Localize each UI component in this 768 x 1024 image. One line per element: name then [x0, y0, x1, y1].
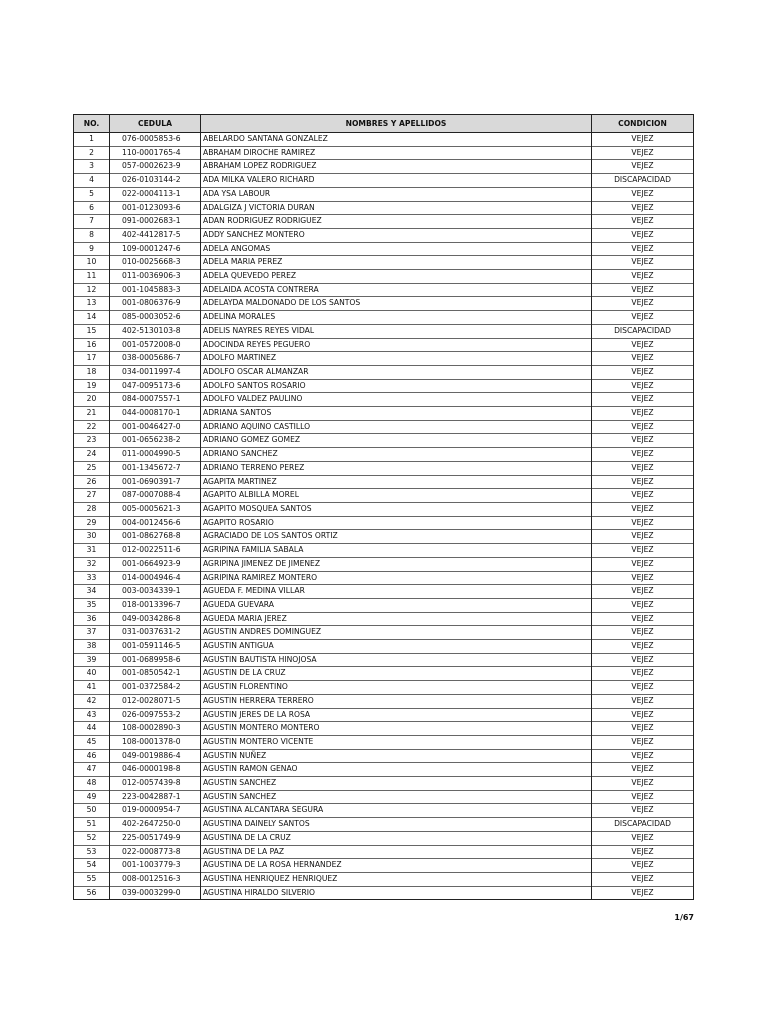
row-condicion: VEJEZ [592, 845, 694, 859]
row-number: 25 [74, 461, 110, 475]
row-name: AGRACIADO DE LOS SANTOS ORTIZ [201, 530, 592, 544]
row-cedula: 108-0001378-0 [110, 735, 201, 749]
row-name: AGAPITO ALBILLA MOREL [201, 489, 592, 503]
row-cedula: 046-0000198-8 [110, 763, 201, 777]
table-row [74, 228, 694, 242]
row-name: AGUSTIN DE LA CRUZ [201, 667, 592, 681]
table-row [74, 694, 694, 708]
row-cedula: 057-0002623-9 [110, 160, 201, 174]
row-cedula: 049-0034286-8 [110, 612, 201, 626]
row-cedula: 001-0046427-0 [110, 420, 201, 434]
row-condicion: VEJEZ [592, 133, 694, 147]
table-row [74, 201, 694, 215]
table-row [74, 256, 694, 270]
row-name: AGUSTIN MONTERO VICENTE [201, 735, 592, 749]
row-cedula: 001-0689958-6 [110, 653, 201, 667]
row-name: AGUSTIN ANDRES DOMINGUEZ [201, 626, 592, 640]
row-number: 26 [74, 475, 110, 489]
row-number: 48 [74, 777, 110, 791]
table-row [74, 174, 694, 188]
table-body [74, 133, 694, 900]
table-row [74, 777, 694, 791]
row-cedula: 039-0003299-0 [110, 886, 201, 900]
row-condicion: VEJEZ [592, 434, 694, 448]
row-condicion: VEJEZ [592, 749, 694, 763]
row-name: ADOLFO OSCAR ALMANZAR [201, 365, 592, 379]
row-number: 20 [74, 393, 110, 407]
row-condicion: VEJEZ [592, 283, 694, 297]
table-header-row [74, 115, 694, 133]
row-cedula: 018-0013396-7 [110, 598, 201, 612]
table-row [74, 283, 694, 297]
row-condicion: VEJEZ [592, 722, 694, 736]
row-number: 52 [74, 831, 110, 845]
row-condicion: VEJEZ [592, 311, 694, 325]
table-row [74, 434, 694, 448]
row-cedula: 047-0095173-6 [110, 379, 201, 393]
row-condicion: VEJEZ [592, 859, 694, 873]
row-number: 44 [74, 722, 110, 736]
row-number: 37 [74, 626, 110, 640]
row-cedula: 001-0572008-0 [110, 338, 201, 352]
row-number: 4 [74, 174, 110, 188]
table-row [74, 790, 694, 804]
row-number: 1 [74, 133, 110, 147]
row-number: 11 [74, 270, 110, 284]
row-number: 15 [74, 324, 110, 338]
table-row [74, 571, 694, 585]
table-row [74, 311, 694, 325]
row-cedula: 087-0007088-4 [110, 489, 201, 503]
row-cedula: 012-0057439-8 [110, 777, 201, 791]
row-name: AGUSTINA DE LA ROSA HERNANDEZ [201, 859, 592, 873]
table-row [74, 324, 694, 338]
row-cedula: 003-0034339-1 [110, 585, 201, 599]
row-name: ABRAHAM DIROCHE RAMIREZ [201, 146, 592, 160]
row-number: 49 [74, 790, 110, 804]
row-condicion: VEJEZ [592, 297, 694, 311]
row-name: AGUSTINA DE LA CRUZ [201, 831, 592, 845]
row-cedula: 012-0028071-5 [110, 694, 201, 708]
row-condicion: VEJEZ [592, 270, 694, 284]
row-cedula: 010-0025668-3 [110, 256, 201, 270]
row-name: ADRIANO TERRENO PEREZ [201, 461, 592, 475]
table-row [74, 393, 694, 407]
row-name: AGUSTIN BAUTISTA HINOJOSA [201, 653, 592, 667]
row-number: 31 [74, 544, 110, 558]
row-number: 43 [74, 708, 110, 722]
row-number: 45 [74, 735, 110, 749]
row-condicion: VEJEZ [592, 571, 694, 585]
row-number: 10 [74, 256, 110, 270]
row-condicion: VEJEZ [592, 420, 694, 434]
row-cedula: 223-0042887-1 [110, 790, 201, 804]
row-cedula: 001-0372584-2 [110, 681, 201, 695]
table-row [74, 626, 694, 640]
table-row [74, 215, 694, 229]
row-cedula: 001-0656238-2 [110, 434, 201, 448]
row-name: AGUSTINA DAINELY SANTOS [201, 818, 592, 832]
row-condicion: VEJEZ [592, 146, 694, 160]
row-name: ADRIANO GOMEZ GOMEZ [201, 434, 592, 448]
row-name: ADRIANA SANTOS [201, 407, 592, 421]
row-cedula: 001-1345672-7 [110, 461, 201, 475]
row-name: AGRIPINA RAMIREZ MONTERO [201, 571, 592, 585]
row-number: 2 [74, 146, 110, 160]
row-cedula: 005-0005621-3 [110, 502, 201, 516]
row-cedula: 034-0011997-4 [110, 365, 201, 379]
row-condicion: VEJEZ [592, 187, 694, 201]
row-number: 7 [74, 215, 110, 229]
row-name: ADELA MARIA PEREZ [201, 256, 592, 270]
row-cedula: 001-0862768-8 [110, 530, 201, 544]
row-name: ADRIANO SANCHEZ [201, 448, 592, 462]
row-cedula: 004-0012456-6 [110, 516, 201, 530]
table-row [74, 530, 694, 544]
table-row [74, 886, 694, 900]
row-condicion: VEJEZ [592, 694, 694, 708]
table-row [74, 804, 694, 818]
row-condicion: VEJEZ [592, 790, 694, 804]
row-condicion: VEJEZ [592, 489, 694, 503]
row-cedula: 084-0007557-1 [110, 393, 201, 407]
row-name: ABELARDO SANTANA GONZALEZ [201, 133, 592, 147]
table-row [74, 502, 694, 516]
row-name: AGUSTINA ALCANTARA SEGURA [201, 804, 592, 818]
row-number: 14 [74, 311, 110, 325]
row-number: 16 [74, 338, 110, 352]
row-name: ADELIS NAYRES REYES VIDAL [201, 324, 592, 338]
header-cedula: CEDULA [110, 115, 201, 133]
row-condicion: VEJEZ [592, 886, 694, 900]
row-number: 3 [74, 160, 110, 174]
table-row [74, 859, 694, 873]
table-row [74, 818, 694, 832]
row-condicion: VEJEZ [592, 352, 694, 366]
table-row [74, 242, 694, 256]
row-number: 22 [74, 420, 110, 434]
row-number: 41 [74, 681, 110, 695]
row-name: AGUSTIN HERRERA TERRERO [201, 694, 592, 708]
row-name: AGUEDA MARIA JEREZ [201, 612, 592, 626]
row-number: 55 [74, 872, 110, 886]
table-row [74, 667, 694, 681]
row-condicion: VEJEZ [592, 831, 694, 845]
header-no: NO. [74, 115, 110, 133]
row-condicion: VEJEZ [592, 667, 694, 681]
row-cedula: 012-0022511-6 [110, 544, 201, 558]
table-row [74, 749, 694, 763]
row-condicion: VEJEZ [592, 461, 694, 475]
row-condicion: VEJEZ [592, 365, 694, 379]
table-row [74, 763, 694, 777]
row-name: AGUSTIN MONTERO MONTERO [201, 722, 592, 736]
row-name: AGRIPINA FAMILIA SABALA [201, 544, 592, 558]
table-row [74, 407, 694, 421]
row-condicion: DISCAPACIDAD [592, 818, 694, 832]
row-cedula: 011-0036906-3 [110, 270, 201, 284]
row-condicion: VEJEZ [592, 242, 694, 256]
row-condicion: VEJEZ [592, 626, 694, 640]
table-row [74, 585, 694, 599]
row-cedula: 402-2647250-0 [110, 818, 201, 832]
row-cedula: 008-0012516-3 [110, 872, 201, 886]
row-number: 36 [74, 612, 110, 626]
row-condicion: VEJEZ [592, 735, 694, 749]
row-name: AGUSTIN FLORENTINO [201, 681, 592, 695]
row-cedula: 001-0591146-5 [110, 640, 201, 654]
row-condicion: VEJEZ [592, 215, 694, 229]
row-condicion: VEJEZ [592, 598, 694, 612]
row-condicion: DISCAPACIDAD [592, 324, 694, 338]
row-name: ADDY SANCHEZ MONTERO [201, 228, 592, 242]
row-name: ADRIANO AQUINO CASTILLO [201, 420, 592, 434]
row-condicion: VEJEZ [592, 530, 694, 544]
row-cedula: 026-0097553-2 [110, 708, 201, 722]
table-row [74, 365, 694, 379]
row-number: 33 [74, 571, 110, 585]
table-row [74, 146, 694, 160]
row-condicion: VEJEZ [592, 585, 694, 599]
row-number: 9 [74, 242, 110, 256]
row-number: 12 [74, 283, 110, 297]
row-number: 21 [74, 407, 110, 421]
row-number: 8 [74, 228, 110, 242]
row-number: 56 [74, 886, 110, 900]
row-number: 39 [74, 653, 110, 667]
row-name: AGRIPINA JIMENEZ DE JIMENEZ [201, 557, 592, 571]
table-row [74, 448, 694, 462]
table-row [74, 187, 694, 201]
row-name: ADOLFO VALDEZ PAULINO [201, 393, 592, 407]
row-name: ADELAYDA MALDONADO DE LOS SANTOS [201, 297, 592, 311]
row-cedula: 022-0008773-8 [110, 845, 201, 859]
header-condicion: CONDICION [592, 115, 694, 133]
table-row [74, 516, 694, 530]
table-row [74, 598, 694, 612]
row-cedula: 076-0005853-6 [110, 133, 201, 147]
row-cedula: 044-0008170-1 [110, 407, 201, 421]
row-cedula: 014-0004946-4 [110, 571, 201, 585]
row-name: ADELA QUEVEDO PEREZ [201, 270, 592, 284]
row-number: 29 [74, 516, 110, 530]
row-number: 34 [74, 585, 110, 599]
row-cedula: 001-0664923-9 [110, 557, 201, 571]
row-cedula: 108-0002890-3 [110, 722, 201, 736]
row-condicion: VEJEZ [592, 872, 694, 886]
row-number: 42 [74, 694, 110, 708]
row-number: 19 [74, 379, 110, 393]
row-cedula: 110-0001765-4 [110, 146, 201, 160]
row-condicion: VEJEZ [592, 228, 694, 242]
row-cedula: 001-0806376-9 [110, 297, 201, 311]
table-row [74, 475, 694, 489]
row-number: 24 [74, 448, 110, 462]
row-number: 53 [74, 845, 110, 859]
row-number: 40 [74, 667, 110, 681]
row-name: AGUSTIN SANCHEZ [201, 777, 592, 791]
beneficiary-table-container [73, 114, 693, 900]
row-name: ADELAIDA ACOSTA CONTRERA [201, 283, 592, 297]
table-row [74, 653, 694, 667]
table-row [74, 557, 694, 571]
row-condicion: VEJEZ [592, 763, 694, 777]
row-number: 27 [74, 489, 110, 503]
row-cedula: 026-0103144-2 [110, 174, 201, 188]
row-cedula: 019-0000954-7 [110, 804, 201, 818]
row-condicion: VEJEZ [592, 708, 694, 722]
row-cedula: 001-1045883-3 [110, 283, 201, 297]
row-condicion: VEJEZ [592, 201, 694, 215]
table-row [74, 612, 694, 626]
row-name: AGUSTINA DE LA PAZ [201, 845, 592, 859]
row-condicion: VEJEZ [592, 393, 694, 407]
row-condicion: VEJEZ [592, 407, 694, 421]
row-number: 47 [74, 763, 110, 777]
table-row [74, 133, 694, 147]
row-condicion: VEJEZ [592, 777, 694, 791]
table-row [74, 461, 694, 475]
row-cedula: 402-4412817-5 [110, 228, 201, 242]
row-cedula: 038-0005686-7 [110, 352, 201, 366]
row-number: 23 [74, 434, 110, 448]
row-condicion: VEJEZ [592, 557, 694, 571]
row-cedula: 031-0037631-2 [110, 626, 201, 640]
table-row [74, 297, 694, 311]
row-cedula: 091-0002683-1 [110, 215, 201, 229]
table-row [74, 681, 694, 695]
row-cedula: 001-0850542-1 [110, 667, 201, 681]
table-row [74, 872, 694, 886]
row-name: AGAPITO MOSQUEA SANTOS [201, 502, 592, 516]
row-number: 13 [74, 297, 110, 311]
row-number: 38 [74, 640, 110, 654]
row-condicion: VEJEZ [592, 804, 694, 818]
row-condicion: VEJEZ [592, 653, 694, 667]
row-name: ADA MILKA VALERO RICHARD [201, 174, 592, 188]
row-condicion: VEJEZ [592, 160, 694, 174]
row-name: AGAPITO ROSARIO [201, 516, 592, 530]
table-row [74, 735, 694, 749]
table-row [74, 352, 694, 366]
row-name: ADAN RODRIGUEZ RODRIGUEZ [201, 215, 592, 229]
row-name: ADELINA MORALES [201, 311, 592, 325]
row-cedula: 109-0001247-6 [110, 242, 201, 256]
table-row [74, 379, 694, 393]
row-cedula: 085-0003052-6 [110, 311, 201, 325]
row-number: 32 [74, 557, 110, 571]
row-number: 6 [74, 201, 110, 215]
row-name: AGUSTINA HIRALDO SILVERIO [201, 886, 592, 900]
row-number: 18 [74, 365, 110, 379]
row-cedula: 402-5130103-8 [110, 324, 201, 338]
table-row [74, 722, 694, 736]
row-condicion: VEJEZ [592, 379, 694, 393]
row-name: AGUEDA F. MEDINA VILLAR [201, 585, 592, 599]
row-cedula: 022-0004113-1 [110, 187, 201, 201]
row-condicion: VEJEZ [592, 640, 694, 654]
row-name: ADA YSA LABOUR [201, 187, 592, 201]
row-name: AGAPITA MARTINEZ [201, 475, 592, 489]
row-condicion: DISCAPACIDAD [592, 174, 694, 188]
row-number: 30 [74, 530, 110, 544]
row-name: AGUSTIN NUÑEZ [201, 749, 592, 763]
row-name: AGUSTIN JERES DE LA ROSA [201, 708, 592, 722]
row-number: 46 [74, 749, 110, 763]
row-name: AGUSTIN SANCHEZ [201, 790, 592, 804]
row-cedula: 001-0690391-7 [110, 475, 201, 489]
row-condicion: VEJEZ [592, 475, 694, 489]
row-number: 5 [74, 187, 110, 201]
row-name: ADOLFO SANTOS ROSARIO [201, 379, 592, 393]
table-row [74, 489, 694, 503]
table-row [74, 640, 694, 654]
table-row [74, 845, 694, 859]
row-name: ADALGIZA J VICTORIA DURAN [201, 201, 592, 215]
row-number: 50 [74, 804, 110, 818]
table-row [74, 420, 694, 434]
header-nombres: NOMBRES Y APELLIDOS [201, 115, 592, 133]
row-condicion: VEJEZ [592, 256, 694, 270]
row-number: 35 [74, 598, 110, 612]
row-number: 54 [74, 859, 110, 873]
row-name: ADELA ANGOMAS [201, 242, 592, 256]
table-row [74, 270, 694, 284]
table-row [74, 708, 694, 722]
row-cedula: 001-0123093-6 [110, 201, 201, 215]
table-row [74, 831, 694, 845]
row-number: 17 [74, 352, 110, 366]
row-condicion: VEJEZ [592, 612, 694, 626]
row-name: AGUEDA GUEVARA [201, 598, 592, 612]
row-name: AGUSTIN RAMON GENAO [201, 763, 592, 777]
row-condicion: VEJEZ [592, 338, 694, 352]
row-name: ABRAHAM LOPEZ RODRIGUEZ [201, 160, 592, 174]
table-row [74, 544, 694, 558]
table-row [74, 338, 694, 352]
row-condicion: VEJEZ [592, 681, 694, 695]
row-number: 28 [74, 502, 110, 516]
row-number: 51 [74, 818, 110, 832]
row-name: AGUSTINA HENRIQUEZ HENRIQUEZ [201, 872, 592, 886]
row-condicion: VEJEZ [592, 544, 694, 558]
row-cedula: 001-1003779-3 [110, 859, 201, 873]
row-condicion: VEJEZ [592, 516, 694, 530]
table-row [74, 160, 694, 174]
row-name: AGUSTIN ANTIGUA [201, 640, 592, 654]
row-cedula: 011-0004990-5 [110, 448, 201, 462]
row-name: ADOLFO MARTINEZ [201, 352, 592, 366]
row-cedula: 225-0051749-9 [110, 831, 201, 845]
beneficiary-table [73, 114, 694, 900]
page-number: 1/67 [674, 913, 694, 922]
row-condicion: VEJEZ [592, 448, 694, 462]
row-condicion: VEJEZ [592, 502, 694, 516]
row-name: ADOCINDA REYES PEGUERO [201, 338, 592, 352]
row-cedula: 049-0019886-4 [110, 749, 201, 763]
